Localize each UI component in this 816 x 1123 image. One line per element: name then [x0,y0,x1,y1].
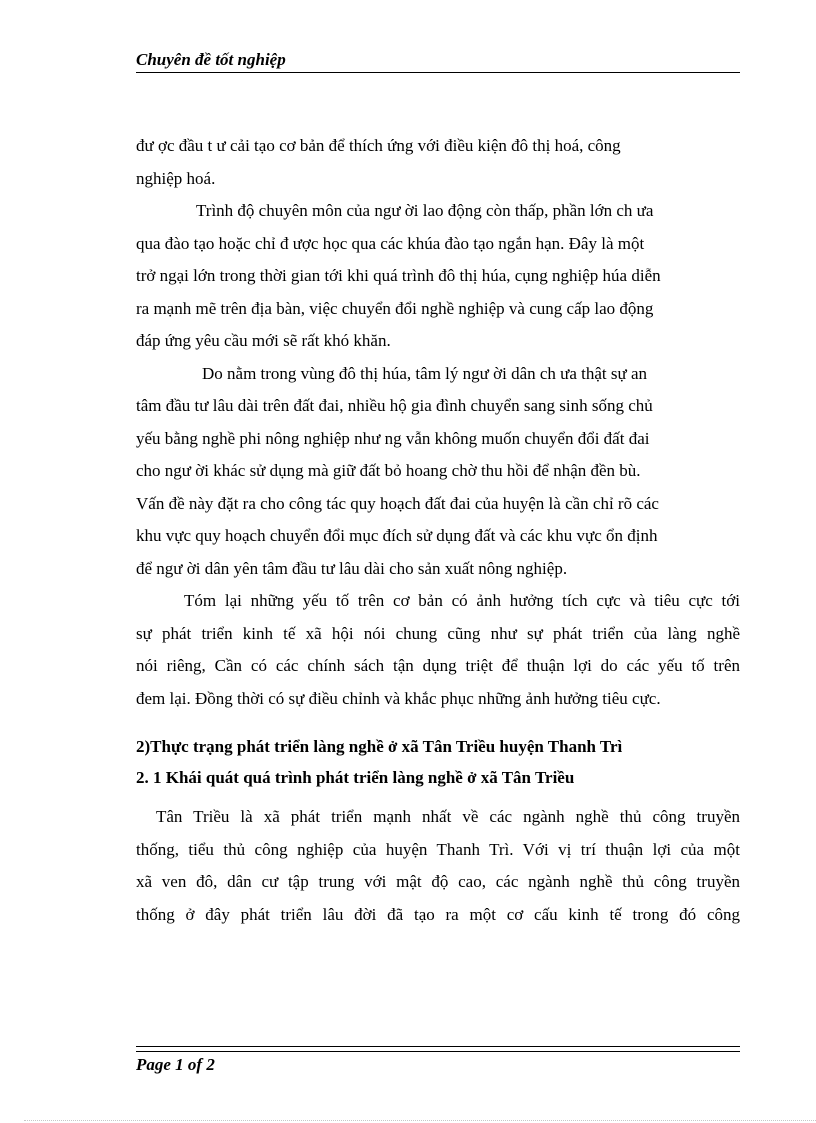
text-line: thống ở đây phát triển lâu đời đã tạo ra một cơ cấu kinh tế trong đó công [136,904,740,924]
text-line: để ngư ời dân yên tâm đầu tư lâu dài cho sản xuất nông nghiệp. [136,558,568,578]
text-line: Trình độ chuyên môn của ngư ời lao động còn thấp, phần lớn ch ưa [196,201,654,220]
text-line: đem lại. Đồng thời có sự điều chỉnh và khắc phục những ảnh hưởng tiêu cực. [136,688,661,708]
header-title: Chuyên đề tốt nghiệp [136,50,286,69]
paragraph-2 [136,195,740,358]
subsection-heading: 2. 1 Khái quát quá trình phát triển làng nghề ở xã Tân Triều [136,768,575,787]
text-line: xã ven đô, dân cư tập trung với mật độ cao, các ngành nghề thủ công truyền [136,872,740,891]
text-line: đáp ứng yêu cầu mới sẽ rất khó khăn. [136,331,391,350]
text-line: khu vực quy hoạch chuyển đổi mục đích sử dụng đất và các khu vực ổn định [136,526,658,545]
text-line: nghiệp hoá. [136,168,216,188]
text-line: trở ngại lớn trong thời gian tới khi quá trình đô thị húa, cụng nghiệp húa diễn [136,266,661,285]
text-line: nói riêng, Cần có các chính sách tận dụng triệt để thuận lợi do các yếu tố trên [136,656,740,675]
page-header [136,48,740,73]
text-line: cho ngư ời khác sử dụng mà giữ đất bỏ hoang chờ thu hồi để nhận đền bù. [136,461,641,480]
text-line: Vấn đề này đặt ra cho công tác quy hoạch đất đai của huyện là cần chỉ rõ các [136,493,659,513]
paragraph-4 [136,585,740,715]
text-line: qua đào tạo hoặc chỉ đ ược học qua các khúa đào tạo ngắn hạn. Đây là một [136,233,645,253]
text-line: thống, tiểu thủ công nghiệp của huyện Thanh Trì. Với vị trí thuận lợi của một [136,839,740,859]
text-line: Tân Triều là xã phát triển mạnh nhất về các ngành nghề thủ công truyền [156,807,740,826]
spacer [136,715,740,731]
footer-rule [136,1046,740,1052]
text-line: yếu bằng nghề phi nông nghiệp như ng vẫn không muốn chuyển đổi đất đai [136,428,650,448]
text-line: ra mạnh mẽ trên địa bàn, việc chuyển đổi nghề nghiệp và cung cấp lao động [136,298,654,318]
page-number: Page 1 of 2 [136,1055,215,1074]
text-line: Tóm lại những yếu tố trên cơ bản có ảnh hưởng tích cực và tiêu cực tới [184,591,740,610]
paragraph-5 [136,801,740,931]
text-line: tâm đầu tư lâu dài trên đất đai, nhiều hộ gia đình chuyển sang sinh sống chủ [136,396,653,415]
text-line: đư ợc đầu t ư cải tạo cơ bản để thích ứng với điều kiện đô thị hoá, công [136,136,621,155]
text-line: Do nằm trong vùng đô thị húa, tâm lý ngư ời dân ch ưa thật sự an [202,363,648,383]
text-line: sự phát triển kinh tế xã hội nói chung cũng như sự phát triển của làng nghề [136,623,740,643]
spacer [136,793,740,801]
paragraph-1 [136,130,740,195]
page-edge-divider [24,1120,816,1121]
document-body [136,130,740,931]
section-heading: 2)Thực trạng phát triển làng nghề ở xã Tân Triều huyện Thanh Trì [136,737,623,756]
paragraph-3 [136,358,740,586]
